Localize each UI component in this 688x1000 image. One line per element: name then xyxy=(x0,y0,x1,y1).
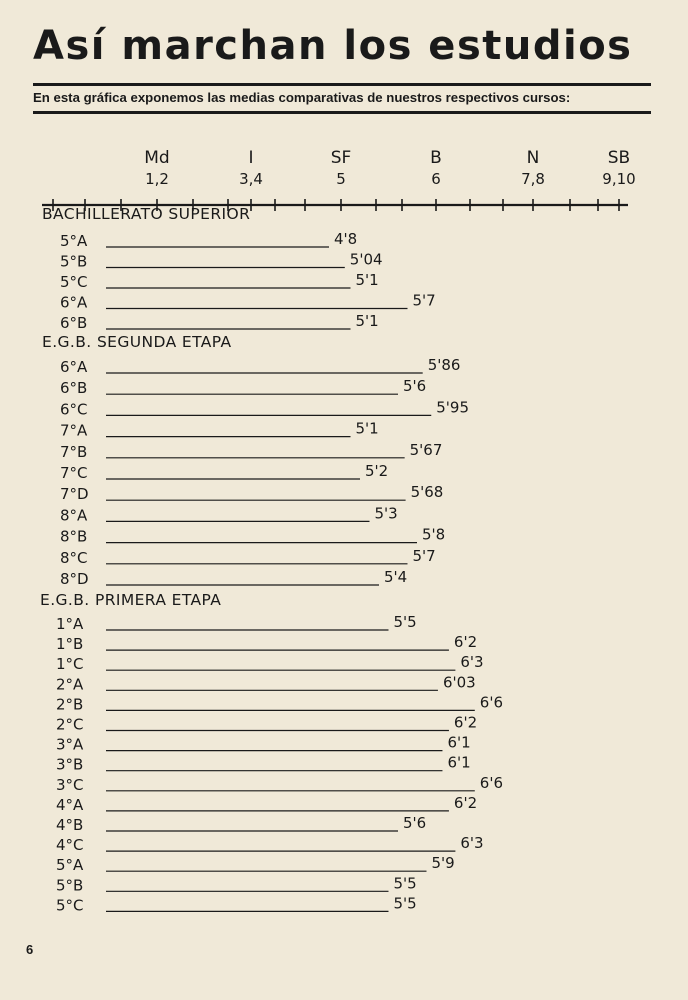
course-label: 7°A xyxy=(60,421,88,440)
course-label: 7°C xyxy=(60,464,88,482)
scale-grade-label: SB xyxy=(607,148,631,168)
value-label: 6'3 xyxy=(460,834,484,853)
course-label: 5°C xyxy=(60,273,88,291)
value-label: 5'4 xyxy=(384,568,408,586)
value-label: 5'6 xyxy=(403,377,427,396)
course-label: 8°C xyxy=(60,548,88,567)
course-label: 6°A xyxy=(60,293,88,312)
value-label: 5'2 xyxy=(365,462,389,480)
scale-grade-label: I xyxy=(248,148,254,168)
course-label: 4°C xyxy=(56,836,84,855)
course-label: 5°A xyxy=(56,856,84,875)
value-label: 5'04 xyxy=(349,250,383,269)
course-label: 5°C xyxy=(56,896,84,915)
scale-grade-values: 1,2 xyxy=(145,170,169,188)
course-label: 7°B xyxy=(60,442,88,461)
course-label: 6°B xyxy=(60,314,88,332)
course-label: 5°A xyxy=(60,232,88,250)
value-label: 5'1 xyxy=(355,271,379,289)
course-label: 4°B xyxy=(56,816,84,834)
course-label: 8°B xyxy=(60,527,88,546)
subtitle: En esta gráfica exponemos las medias comparativas de nuestros respectivos cursos: xyxy=(33,90,571,105)
value-label: 5'95 xyxy=(436,398,470,417)
scale-grade-label: N xyxy=(526,148,540,168)
page-number: 6 xyxy=(26,942,34,957)
scale-grade-values: 7,8 xyxy=(521,170,545,188)
group-heading: BACHILLERATO SUPERIOR xyxy=(42,205,251,223)
value-label: 5'5 xyxy=(393,874,417,893)
value-label: 5'68 xyxy=(410,483,444,502)
course-label: 2°A xyxy=(56,675,84,694)
course-label: 3°B xyxy=(56,755,84,774)
value-label: 5'8 xyxy=(422,525,446,544)
value-label: 6'3 xyxy=(460,653,484,672)
course-label: 6°C xyxy=(60,400,88,419)
value-label: 5'6 xyxy=(403,814,427,832)
page-title: Así marchan los estudios xyxy=(33,23,633,69)
course-label: 2°B xyxy=(56,695,84,714)
value-label: 5'7 xyxy=(412,546,436,565)
value-label: 5'5 xyxy=(393,613,417,631)
course-label: 1°B xyxy=(56,635,84,654)
scale-grade-values: 3,4 xyxy=(239,170,263,188)
course-label: 6°B xyxy=(60,379,88,398)
value-label: 6'2 xyxy=(453,793,478,812)
scale-grade-values: 9,10 xyxy=(602,170,636,188)
course-label: 3°A xyxy=(56,735,84,754)
course-label: 5°B xyxy=(56,876,84,895)
value-label: 6'2 xyxy=(453,713,478,732)
scale-grade-label: Md xyxy=(144,148,170,168)
value-label: 6'6 xyxy=(479,693,504,712)
value-label: 5'9 xyxy=(431,854,455,873)
value-label: 6'2 xyxy=(453,633,478,652)
value-label: 5'1 xyxy=(355,419,379,438)
scale-grade-label: B xyxy=(430,148,442,168)
value-label: 5'1 xyxy=(355,312,379,330)
scale-grade-label: SF xyxy=(330,148,352,168)
value-label: 5'3 xyxy=(374,504,398,523)
course-label: 6°A xyxy=(60,358,88,376)
course-label: 8°D xyxy=(60,570,89,588)
value-label: 5'67 xyxy=(409,440,443,459)
value-label: 6'1 xyxy=(447,733,471,752)
value-label: 4'8 xyxy=(334,230,358,248)
value-label: 6'1 xyxy=(447,753,471,772)
value-label: 5'7 xyxy=(412,291,436,310)
value-label: 6'03 xyxy=(442,673,476,692)
value-label: 5'5 xyxy=(393,894,417,913)
scale-grade-values: 5 xyxy=(336,170,346,188)
course-label: 2°C xyxy=(56,715,84,734)
group-heading: E.G.B. SEGUNDA ETAPA xyxy=(42,333,232,351)
course-label: 1°A xyxy=(56,615,84,633)
course-label: 4°A xyxy=(56,795,84,814)
scale-grade-values: 6 xyxy=(431,170,441,188)
course-label: 7°D xyxy=(60,485,89,504)
course-label: 8°A xyxy=(60,506,88,525)
value-label: 6'6 xyxy=(479,773,504,792)
course-label: 1°C xyxy=(56,655,84,674)
group-heading: E.G.B. PRIMERA ETAPA xyxy=(40,591,222,609)
course-label: 5°B xyxy=(60,252,88,271)
course-label: 3°C xyxy=(56,775,84,794)
value-label: 5'86 xyxy=(427,356,461,374)
